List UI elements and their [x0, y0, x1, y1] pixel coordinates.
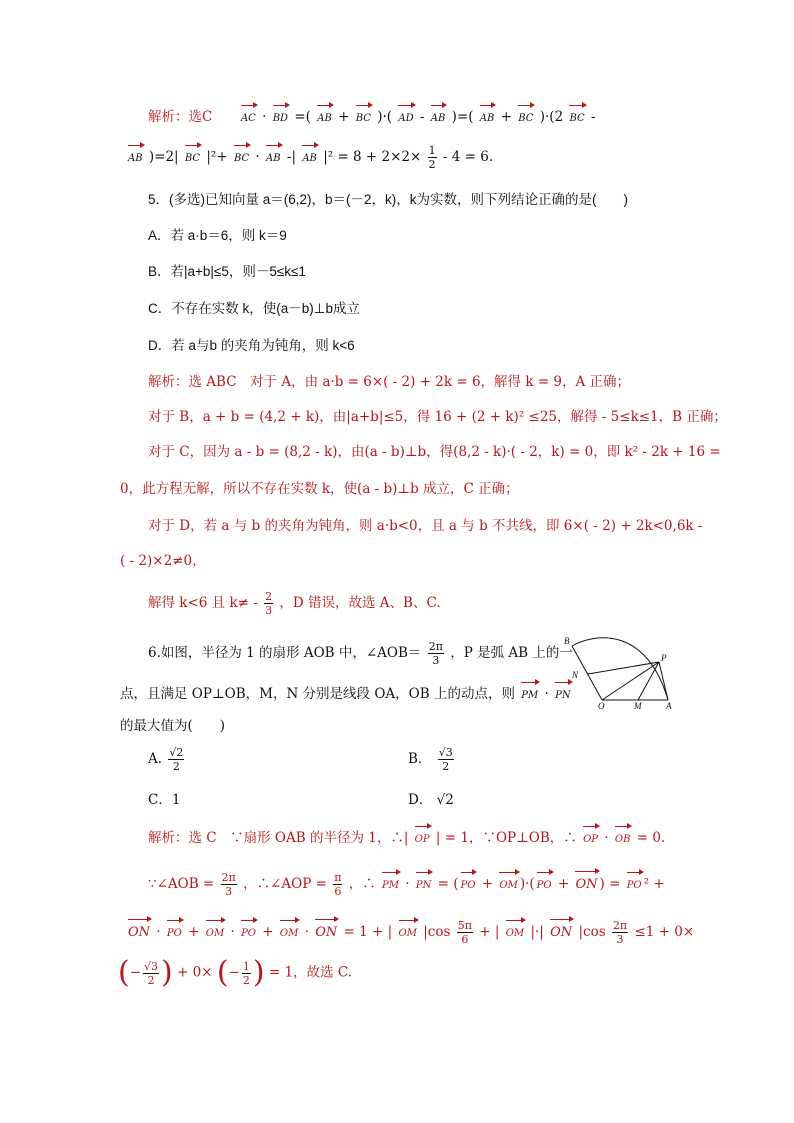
text-fragment: = 1 + | [343, 924, 393, 940]
vector-pm: PM [521, 681, 538, 706]
denominator: 3 [265, 604, 273, 617]
denominator: 2 [242, 973, 250, 987]
label-n: N [572, 670, 579, 680]
minus-sign: − [228, 964, 240, 981]
fraction-2pi-over-3 [612, 919, 628, 946]
fraction-sqrt3-over-2 [438, 746, 454, 773]
q6-solution-line-2: ∵∠AOB = $\frac{2\pi}{3}$ ，∴∠AOP = $\frac{\pi}{6}$ ，∴ PM · PN = ( PO + OM )·( PO + ON ) = PO ² + [148, 871, 665, 898]
numerator: √2 [169, 746, 184, 759]
text-fragment: ，∴ [348, 876, 376, 892]
solution-label: 解析：选C [148, 109, 213, 125]
vector-bc: BC [569, 104, 584, 129]
q5-solution-line-6: ( - 2)×2≠0， [120, 553, 206, 569]
q5-solution-line-4: 0，此方程无解，所以不存在实数 k，使(a - b)⊥b 成立，C 正确； [120, 481, 519, 497]
right-paren: ) [161, 955, 173, 990]
vector-ab: AB [431, 104, 446, 129]
q5-solution-line-1: 解析：选 ABC 对于 A，由 a·b = 6×( - 2) + 2k = 6，解得 k = 9，A 正确； [148, 374, 631, 390]
label-m: M [634, 701, 642, 710]
text-fragment: + 0× [177, 964, 213, 981]
text-fragment: 点，且满足 OP⊥OB，M，N 分别是线段 OA，OB 上的动点，则 [120, 686, 515, 702]
left-paren: ( [216, 955, 229, 990]
text-fragment: ，D 错误，故选 A、B、C. [279, 595, 441, 611]
q6-option-c: C．1 [148, 792, 181, 808]
fraction-2pi-over-3 [221, 871, 237, 898]
right-paren: ) [252, 955, 265, 990]
numerator: √3 [438, 746, 453, 759]
text-fragment: |cos [423, 924, 451, 940]
numerator: 1 [242, 959, 250, 973]
vector-pn: PN [555, 681, 570, 706]
vector-om: OM [280, 919, 298, 944]
vector-on: ON [550, 918, 572, 943]
vector-ob: OB [615, 825, 631, 850]
segment-pm [638, 662, 659, 700]
q6-option-d [408, 788, 454, 808]
q4-solution-line-1: 解析：选C AC · BD =( AB + BC )·( AD - AB )=( AB + BC )·(2 BC - [148, 104, 596, 129]
q6-stem-line-1 [148, 640, 573, 667]
denominator: 2 [442, 760, 450, 773]
numerator: √3 [144, 959, 159, 973]
numerator: 2π [612, 919, 628, 932]
fraction-2pi-over-3 [428, 640, 444, 667]
vector-op: OP [415, 825, 430, 850]
text-fragment: )=2| [148, 149, 179, 165]
vector-ab: AB [128, 144, 143, 169]
vector-po: PO [167, 919, 182, 944]
vector-bc: BC [234, 144, 249, 169]
text-fragment: | = 1，∵OP⊥OB，∴ [435, 830, 577, 846]
q5-option-d: D．若 a与b 的夹角为钝角，则 k<6 [148, 338, 355, 353]
denominator: 3 [432, 654, 440, 667]
q6-solution-line-4 [118, 955, 353, 990]
left-paren: ( [118, 955, 130, 990]
text-fragment: ，∴∠AOP = [243, 876, 327, 892]
vector-on: ON [315, 918, 337, 943]
denominator: 6 [334, 885, 342, 898]
numerator: π [334, 871, 342, 884]
text-fragment: - 4 = 6. [442, 149, 494, 165]
vector-pm: PM [382, 871, 399, 896]
vector-ab: AB [480, 104, 495, 129]
q6-option-a [148, 746, 186, 773]
option-letter: A. [148, 751, 163, 767]
fraction-neg-one-half [242, 960, 251, 987]
text-fragment: =( [294, 109, 311, 125]
q6-option-b [408, 746, 456, 773]
vector-om: OM [506, 919, 524, 944]
fraction-two-thirds [264, 590, 273, 617]
q5-option-c: C．不存在实数 k，使(a－b)⊥b成立 [148, 301, 361, 316]
sector-figure [562, 626, 686, 710]
fraction-5pi-over-6 [457, 919, 473, 946]
segment-op [602, 662, 659, 700]
q6-stem-line-3: 的最大值为( ) [120, 718, 226, 734]
denominator: 2 [428, 158, 436, 171]
q5-solution-line-3: 对于 C，因为 a - b = (8,2 - k)，由(a - b)⊥b，得(8,2 - k)·( - 2，k) = 0，即 k² - 2k + 16 = [148, 444, 721, 460]
fraction-pi-over-6 [333, 871, 342, 898]
option-letter: B． [408, 751, 432, 767]
vector-bd: BD [273, 104, 288, 129]
q5-solution-line-2: 对于 B，a + b = (4,2 + k)，由|a+b|≤5，得 16 + (2 + k)² ≤25，解得 - 5≤k≤1，B 正确； [148, 409, 727, 425]
text-fragment: )·( [377, 109, 393, 125]
text-fragment: 解析：选 C ∵扇形 OAB 的半径为 1，∴| [148, 830, 409, 846]
vector-po: PO [461, 871, 476, 896]
text-fragment: = 1，故选 C. [268, 964, 353, 981]
label-b: B [564, 636, 570, 646]
denominator: 2 [147, 973, 155, 987]
q4-solution-line-2: AB )=2| BC |²+ BC · AB -| AB |² = 8 + 2×2× $\frac{1}{2}$ - 4 = 6. [128, 144, 494, 171]
vector-bc: BC [356, 104, 371, 129]
vector-pn: PN [416, 871, 431, 896]
fraction-neg-sqrt3-over-2 [143, 960, 159, 987]
q5-solution-line-5: 对于 D，若 a 与 b 的夹角为钝角，则 a·b<0，且 a 与 b 不共线，即 6×( - 2) + 2k<0,6k - [148, 518, 703, 534]
text-fragment: ∵∠AOB = [148, 876, 215, 892]
numerator: 2π [428, 640, 443, 653]
denominator: 2 [172, 760, 180, 773]
text-fragment: )=( [451, 109, 474, 125]
option-letter: D． [408, 792, 433, 808]
q5-option-b: B．若|a+b|≤5，则－5≤k≤1 [148, 264, 306, 279]
segment-pn [588, 662, 659, 674]
vector-po: PO [241, 919, 256, 944]
text-fragment: 6.如图，半径为 1 的扇形 AOB 中，∠AOB＝ [148, 645, 422, 661]
vector-om: OM [399, 919, 417, 944]
text-fragment: = 0. [636, 830, 666, 846]
q5-solution-line-7 [148, 590, 441, 617]
vector-om: OM [499, 871, 517, 896]
text-fragment: )·(2 [539, 109, 564, 125]
text-fragment: ≤1 + 0× [634, 924, 695, 940]
numerator: 2 [265, 590, 273, 603]
segment-pa [659, 662, 668, 700]
label-o: O [598, 701, 605, 710]
vector-ac: AC [241, 104, 256, 129]
vector-on: ON [575, 870, 597, 895]
q5-stem: 5．(多选)已知向量 a＝(6,2)，b＝(－2，k)，k为实数，则下列结论正确的是( ) [148, 192, 629, 207]
text-fragment: |·| [530, 924, 544, 940]
q6-stem-line-2: 点，且满足 OP⊥OB，M，N 分别是线段 OA，OB 上的动点，则 PM · PN [120, 681, 573, 706]
text-fragment: + | [479, 924, 500, 940]
fraction-sqrt2-over-2 [168, 746, 184, 773]
numerator: 5π [457, 919, 472, 932]
q6-solution-line-3: ON · PO + OM · PO + OM · ON = 1 + | OM |cos $\frac{5\pi}{6}$ + | OM |·| ON |cos $\frac{2\pi}{3}$ ≤1 + 0× [128, 919, 695, 946]
minus-sign: − [129, 964, 142, 981]
vector-bc: BC [518, 104, 533, 129]
label-a: A [666, 701, 672, 710]
vector-on: ON [128, 918, 150, 943]
vector-ab: AB [317, 104, 332, 129]
numerator: 1 [428, 144, 436, 157]
vector-ab: AB [266, 144, 281, 169]
text-fragment: |²+ [206, 149, 228, 165]
vector-bc: BC [185, 144, 200, 169]
vector-om: OM [206, 919, 224, 944]
text-fragment: |² = 8 + 2×2× [323, 149, 422, 165]
vector-ab: AB [302, 144, 317, 169]
text-fragment: |cos [578, 924, 606, 940]
fraction-one-half [428, 144, 437, 171]
denominator: 3 [225, 885, 233, 898]
label-p: P [661, 653, 667, 663]
sqrt-two: √2 [436, 792, 454, 808]
numerator: 2π [221, 871, 236, 884]
text-fragment: 解得 k<6 且 k≠ - [148, 595, 258, 611]
q5-option-a: A．若 a·b＝6，则 k＝9 [148, 228, 287, 243]
vector-ad: AD [398, 104, 413, 129]
denominator: 3 [616, 933, 624, 946]
q6-solution-line-1: 解析：选 C ∵扇形 OAB 的半径为 1，∴| OP | = 1，∵OP⊥OB，∴ OP · OB = 0. [148, 825, 665, 850]
text-fragment: ，P 是弧 AB 上的一 [450, 645, 573, 661]
text-fragment: -| [286, 149, 297, 165]
vector-po: PO [537, 871, 552, 896]
vector-op: OP [583, 825, 598, 850]
denominator: 6 [461, 933, 469, 946]
vector-po: PO [627, 871, 642, 896]
